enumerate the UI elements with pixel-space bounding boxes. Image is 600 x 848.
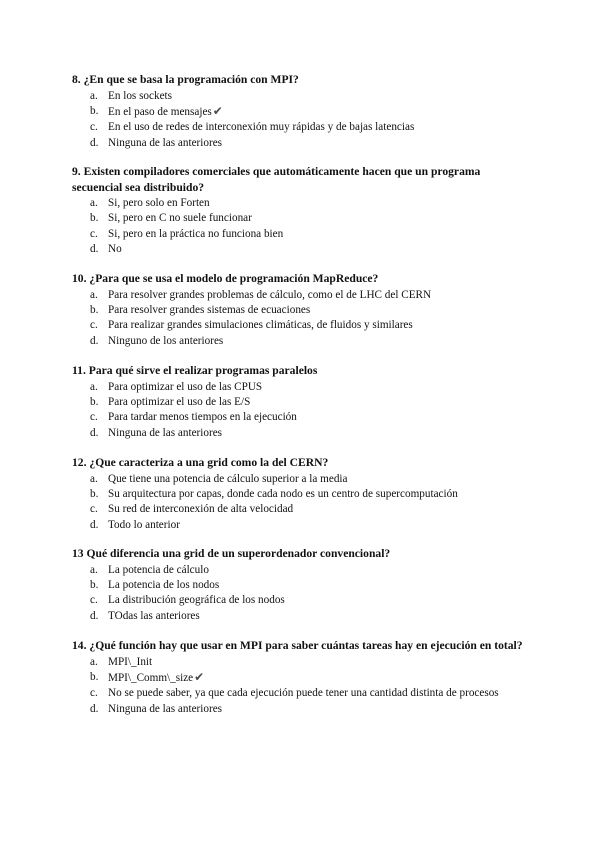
option-d: [72, 518, 532, 533]
question-title: 14. ¿Qué función hay que usar en MPI para saber cuántas tareas hay en ejecución en total?: [72, 639, 523, 652]
option-letter: d.: [90, 136, 99, 149]
option-text: MPI\_Comm\_size: [108, 671, 194, 684]
option-letter: d.: [90, 702, 99, 715]
checkmark-icon: ✔: [194, 669, 205, 684]
question-9: [72, 164, 532, 258]
option-c: [72, 686, 532, 701]
option-text: Para tardar menos tiempos en la ejecución: [108, 411, 297, 424]
option-list: [72, 196, 532, 258]
question-title: 8. ¿En que se basa la programación con MPI?: [72, 73, 299, 86]
option-d: [72, 702, 532, 717]
question-10: [72, 271, 532, 349]
option-a: [72, 89, 532, 104]
option-letter: b.: [90, 212, 99, 225]
option-text: Todo lo anterior: [108, 518, 180, 531]
option-list: [72, 472, 532, 534]
option-text: Para resolver grandes sistemas de ecuaciones: [108, 303, 311, 316]
option-text: En los sockets: [108, 89, 173, 102]
question-title: 11. Para qué sirve el realizar programas paralelos: [72, 364, 318, 377]
option-text: No se puede saber, ya que cada ejecución puede tener una cantidad distinta de procesos: [108, 687, 499, 700]
option-text: Que tiene una potencia de cálculo superior a la media: [108, 472, 348, 485]
option-a: [72, 380, 532, 395]
option-text: Ninguno de los anteriores: [108, 334, 224, 347]
option-b: [72, 211, 532, 226]
option-b: [72, 578, 532, 593]
question-8: [72, 72, 532, 151]
option-d: [72, 242, 532, 257]
question-13: [72, 546, 532, 624]
option-letter: c.: [90, 319, 98, 332]
option-a: [72, 563, 532, 578]
option-text: En el paso de mensajes: [108, 105, 212, 118]
option-text: Si, pero en C no suele funcionar: [108, 212, 252, 225]
option-letter: d.: [90, 518, 99, 531]
option-d: [72, 609, 532, 624]
option-letter: d.: [90, 609, 99, 622]
option-a: [72, 655, 532, 670]
option-letter: d.: [90, 426, 99, 439]
option-b: [72, 104, 532, 120]
option-letter: b.: [90, 578, 99, 591]
question-title: 13 Qué diferencia una grid de un superordenador convencional?: [72, 547, 391, 560]
option-text: Ninguna de las anteriores: [108, 702, 223, 715]
option-letter: d.: [90, 243, 99, 256]
option-letter: a.: [90, 472, 98, 485]
option-b: [72, 670, 532, 686]
option-list: [72, 563, 532, 625]
checkmark-icon: ✔: [212, 103, 223, 118]
option-letter: b.: [90, 670, 99, 683]
option-b: [72, 303, 532, 318]
question-11: [72, 363, 532, 441]
option-letter: b.: [90, 395, 99, 408]
option-c: [72, 593, 532, 608]
option-text: No: [108, 243, 122, 256]
option-letter: a.: [90, 380, 98, 393]
option-text: Ninguna de las anteriores: [108, 136, 223, 149]
option-text: Para realizar grandes simulaciones climáticas, de fluidos y similares: [108, 319, 413, 332]
option-letter: c.: [90, 503, 98, 516]
question-title: 10. ¿Para que se usa el modelo de programación MapReduce?: [72, 272, 379, 285]
option-a: [72, 472, 532, 487]
option-letter: c.: [90, 594, 98, 607]
option-b: [72, 487, 532, 502]
option-list: [72, 655, 532, 718]
option-text: MPI\_Init: [108, 655, 153, 668]
option-letter: a.: [90, 563, 98, 576]
option-letter: a.: [90, 89, 98, 102]
option-b: [72, 395, 532, 410]
option-text: Para optimizar el uso de las E/S: [108, 395, 251, 408]
option-text: Ninguna de las anteriores: [108, 426, 223, 439]
option-text: Su red de interconexión de alta velocidad: [108, 503, 294, 516]
option-d: [72, 334, 532, 349]
option-list: [72, 288, 532, 350]
question-title: 9. Existen compiladores comerciales que automáticamente hacen que un programa secuencial sea distribuido?: [72, 165, 481, 194]
option-letter: c.: [90, 121, 98, 134]
option-c: [72, 502, 532, 517]
option-d: [72, 426, 532, 441]
option-text: Para resolver grandes problemas de cálculo, como el de LHC del CERN: [108, 288, 432, 301]
question-14: [72, 638, 532, 717]
option-letter: c.: [90, 687, 98, 700]
option-a: [72, 288, 532, 303]
option-c: [72, 318, 532, 333]
option-text: Si, pero en la práctica no funciona bien: [108, 227, 284, 240]
option-text: Para optimizar el uso de las CPUS: [108, 380, 263, 393]
option-letter: c.: [90, 411, 98, 424]
option-letter: c.: [90, 227, 98, 240]
option-c: [72, 410, 532, 425]
option-letter: a.: [90, 288, 98, 301]
option-text: Si, pero solo en Forten: [108, 197, 210, 209]
option-c: [72, 120, 532, 135]
option-a: [72, 196, 532, 211]
option-letter: b.: [90, 303, 99, 316]
option-list: [72, 380, 532, 442]
option-letter: b.: [90, 104, 99, 117]
option-d: [72, 136, 532, 151]
option-list: [72, 89, 532, 152]
option-text: Su arquitectura por capas, donde cada nodo es un centro de supercomputación: [108, 487, 458, 500]
question-12: [72, 455, 532, 533]
option-letter: a.: [90, 197, 98, 209]
option-c: [72, 227, 532, 242]
option-text: TOdas las anteriores: [108, 609, 200, 622]
question-title: 12. ¿Que caracteriza a una grid como la del CERN?: [72, 456, 329, 469]
option-text: En el uso de redes de interconexión muy rápidas y de bajas latencias: [108, 121, 415, 134]
option-letter: b.: [90, 487, 99, 500]
option-text: La potencia de cálculo: [108, 563, 209, 576]
option-text: La distribución geográfica de los nodos: [108, 594, 285, 607]
option-letter: a.: [90, 655, 98, 668]
option-text: La potencia de los nodos: [108, 578, 220, 591]
option-letter: d.: [90, 334, 99, 347]
